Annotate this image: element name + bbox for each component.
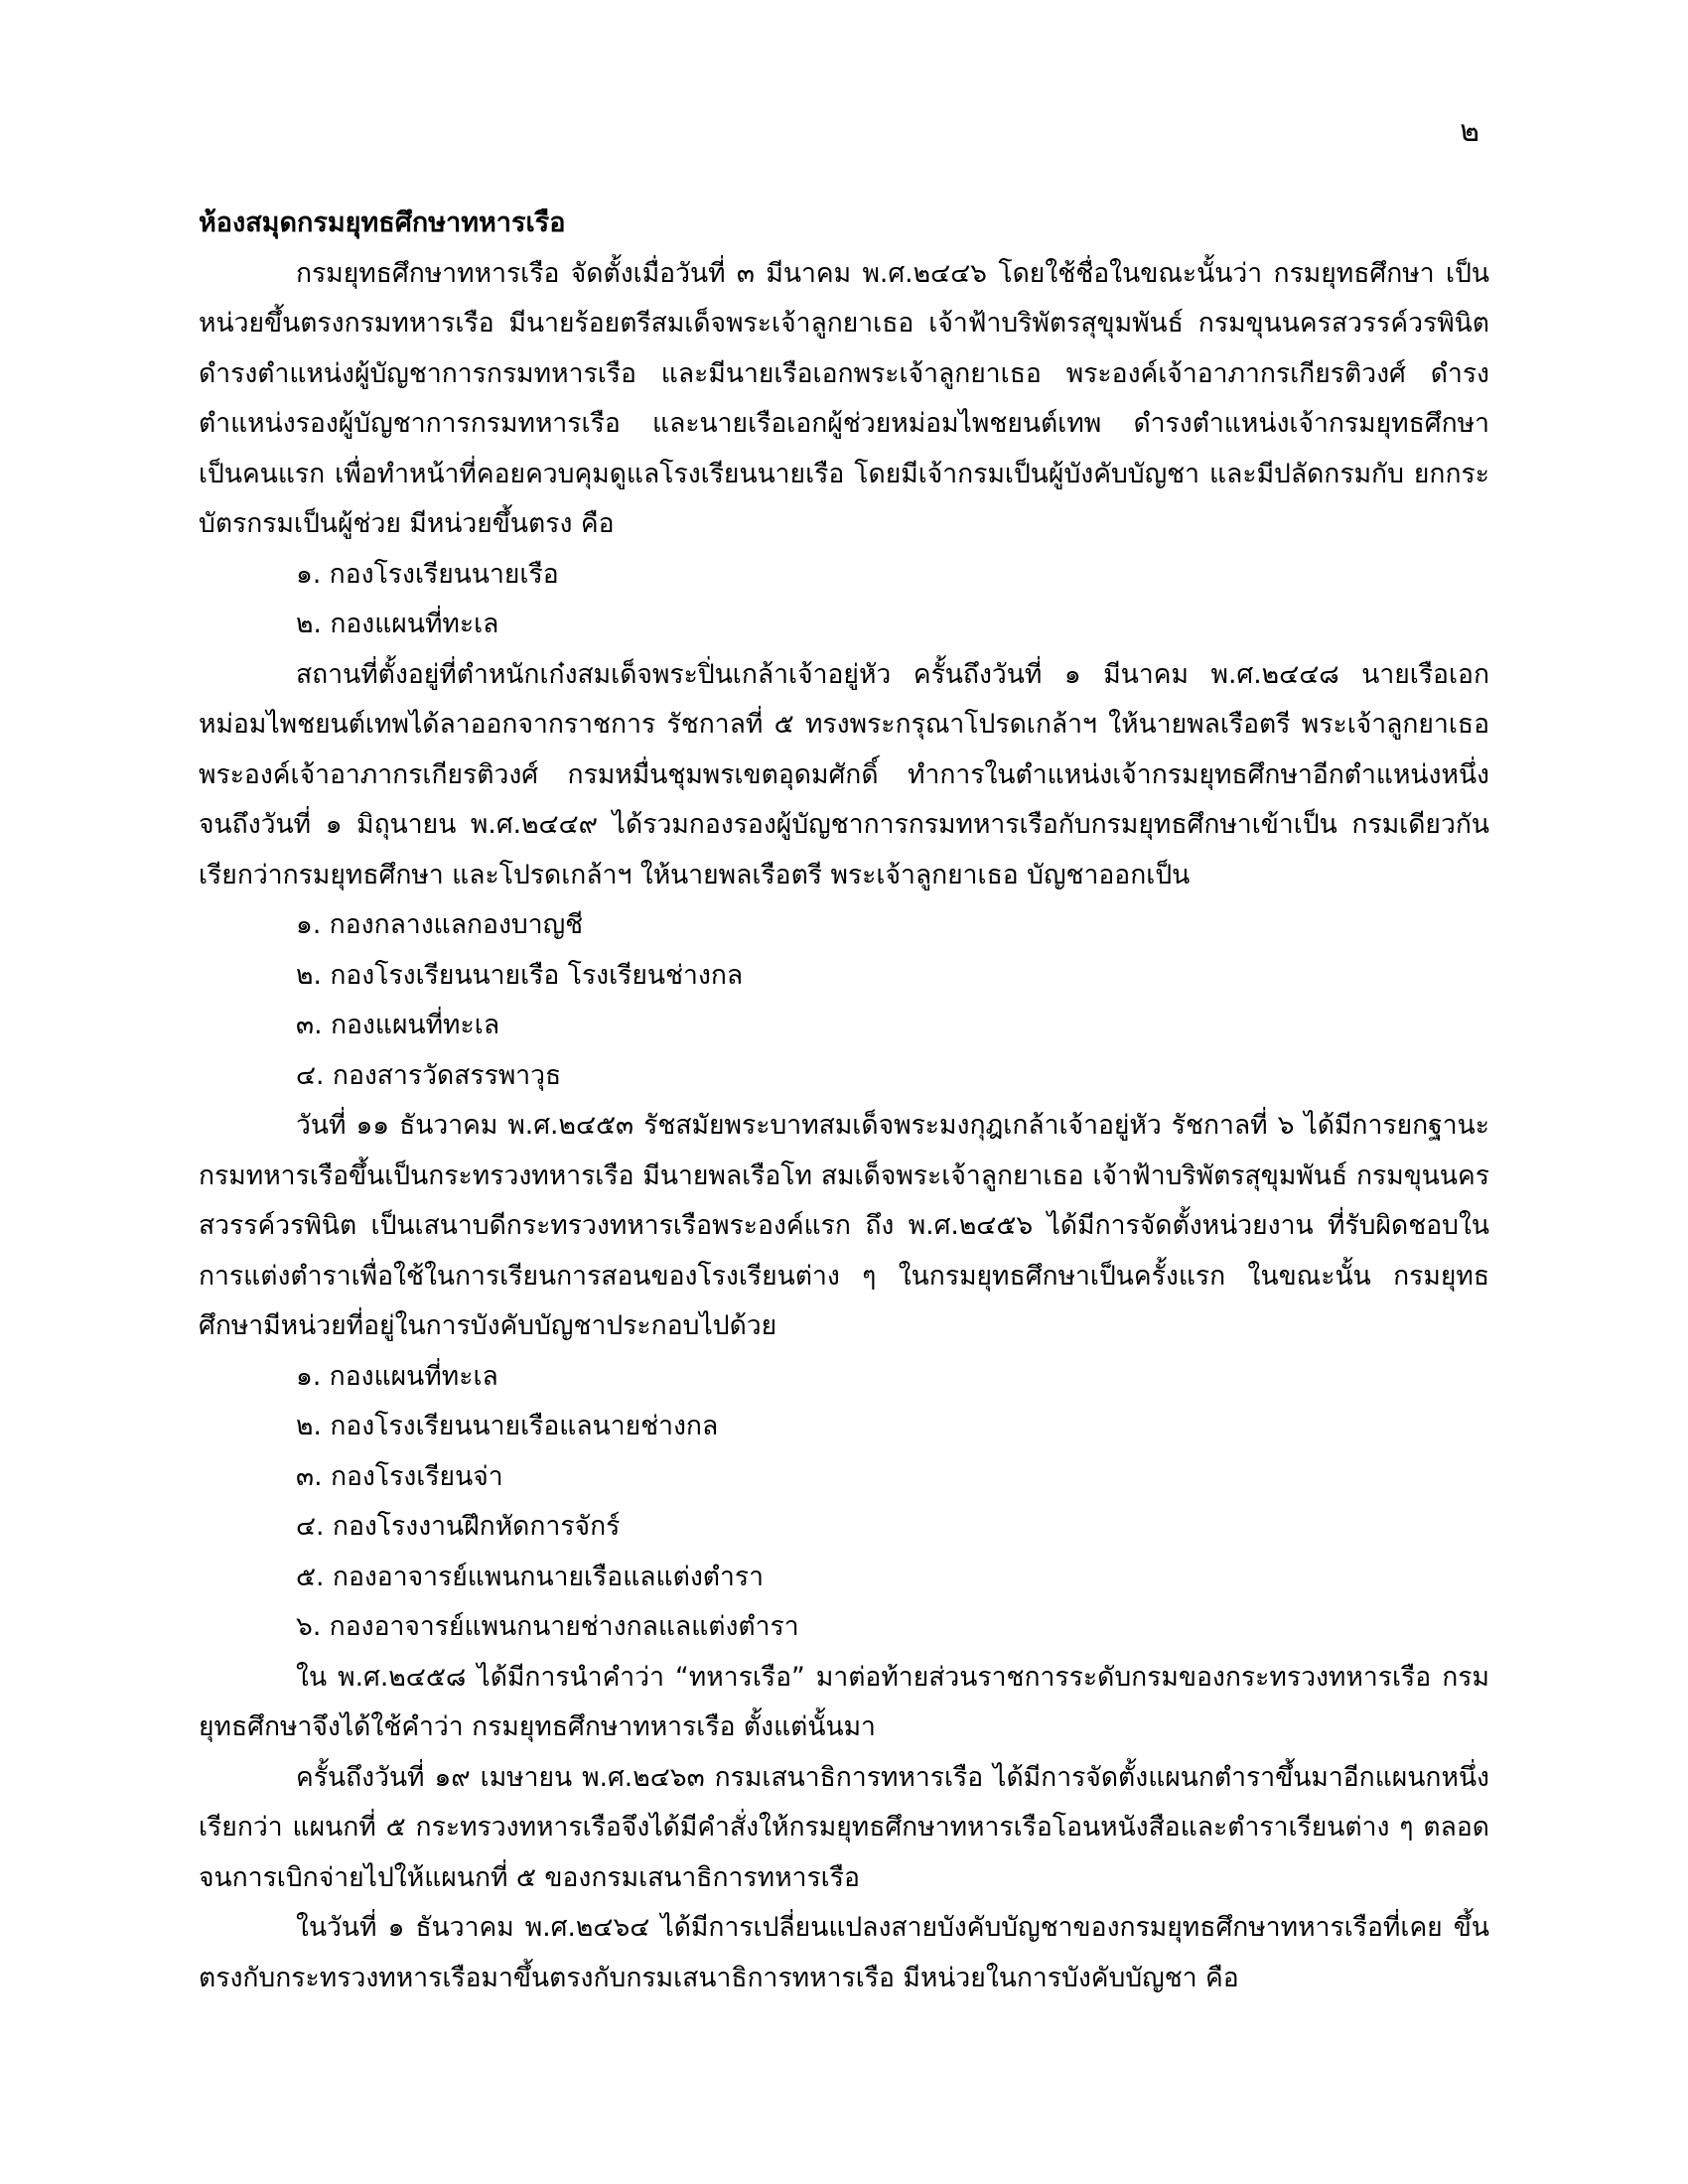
list-item: ๓. กองโรงเรียนจ่า [296,1460,503,1492]
list-item: ๓. กองแผนที่ทะเล [296,1010,500,1040]
document-blocks [199,249,1489,2004]
section-heading: ห้องสมุดกรมยุทธศึกษาทหารเรือ [199,207,566,238]
numbered-list [199,900,1489,1101]
numbered-list [199,550,1489,650]
list-item: ๑. กองแผนที่ทะเล [296,1360,498,1392]
paragraph: สถานที่ตั้งอยู่ที่ตำหนักเก๋งสมเด็จพระปิ่นเกล้าเจ้าอยู่หัว ครั้นถึงวันที่ ๑ มีนาคม พ.ศ.๒๔๔๘ นายเรือเอก หม่อมไพชยนต์เทพได้ลาออกจากราชการ รัชกาลที่ ๕ ทรงพระกรุณาโปรดเกล้าฯ ให้นายพลเรือตรี พระเจ้าลูกยาเธอ พระองค์เจ้าอาภากรเกียรติวงศ์ กรมหมื่นชุมพรเขตอุดมศักดิ์ ทำการในตำแหน่งเจ้ากรมยุทธศึกษาอีกตำแหน่งหนึ่ง จนถึงวันที่ ๑ มิถุนายน พ.ศ.๒๔๔๙ ได้รวมกองรองผู้บัญชาการกรมทหารเรือกับกรมยุทธศึกษาเข้าเป็น กรมเดียวกันเรียกว่ากรมยุทธศึกษา และโปรดเกล้าฯ ให้นายพลเรือตรี พระเจ้าลูกยาเธอ บัญชาออกเป็น [199,658,1489,890]
document-body [199,199,1489,2003]
paragraph: วันที่ ๑๑ ธันวาคม พ.ศ.๒๔๕๓ รัชสมัยพระบาทสมเด็จพระมงกุฎเกล้าเจ้าอยู่หัว รัชกาลที่ ๖ ได้มีการยกฐานะ กรมทหารเรือขึ้นเป็นกระทรวงทหารเรือ มีนายพลเรือโท สมเด็จพระเจ้าลูกยาเธอ เจ้าฟ้าบริพัตรสุขุมพันธ์ กรมขุนนครสวรรค์วรพินิต เป็นเสนาบดีกระทรวงทหารเรือพระองค์แรก ถึง พ.ศ.๒๔๕๖ ได้มีการจัดตั้งหน่วยงาน ที่รับผิดชอบในการแต่งตำราเพื่อใช้ในการเรียนการสอนของโรงเรียนต่าง ๆ ในกรมยุทธศึกษาเป็นครั้งแรก ในขณะนั้น กรมยุทธศึกษามีหน่วยที่อยู่ในการบังคับบัญชาประกอบไปด้วย [199,1110,1489,1341]
list-item: ๑. กองโรงเรียนนายเรือ [296,558,559,590]
list-item: ๑. กองกลางแลกองบาญชี [296,909,584,940]
paragraph: ใน พ.ศ.๒๔๕๘ ได้มีการนำคำว่า “ทหารเรือ” มาต่อท้ายส่วนราชการระดับกรมของกระทรวงทหารเรือ กรมยุทธศึกษาจึงได้ใช้คำว่า กรมยุทธศึกษาทหารเรือ ตั้งแต่นั้นมา [199,1661,1489,1742]
list-item: ๔. กองโรงงานฝึกหัดการจักร์ [296,1511,621,1542]
page-number: ๒ [1460,114,1479,149]
list-item: ๒. กองแผนที่ทะเล [296,609,499,639]
list-item: ๒. กองโรงเรียนนายเรือ โรงเรียนช่างกล [296,959,744,991]
list-item: ๒. กองโรงเรียนนายเรือแลนายช่างกล [296,1411,719,1441]
list-item: ๔. กองสารวัดสรรพาวุธ [296,1059,562,1091]
numbered-list [199,1352,1489,1653]
paragraph: ในวันที่ ๑ ธันวาคม พ.ศ.๒๔๖๔ ได้มีการเปลี่ยนแปลงสายบังคับบัญชาของกรมยุทธศึกษาทหารเรือที่เคย ขึ้นตรงกับกระทรวงทหารเรือมาขึ้นตรงกับกรมเสนาธิการทหารเรือ มีหน่วยในการบังคับบัญชา คือ [199,1912,1489,1993]
list-item: ๖. กองอาจารย์แพนกนายช่างกลแลแต่งตำรา [296,1611,799,1642]
paragraph: ครั้นถึงวันที่ ๑๙ เมษายน พ.ศ.๒๔๖๓ กรมเสนาธิการทหารเรือ ได้มีการจัดตั้งแผนกตำราขึ้นมาอีกแผนกหนึ่ง เรียกว่า แผนกที่ ๕ กระทรวงทหารเรือจึงได้มีคำสั่งให้กรมยุทธศึกษาทหารเรือโอนหนังสือและตำราเรียนต่าง ๆ ตลอดจนการเบิกจ่ายไปให้แผนกที่ ๕ ของกรมเสนาธิการทหารเรือ [199,1761,1489,1893]
paragraph: กรมยุทธศึกษาทหารเรือ จัดตั้งเมื่อวันที่ ๓ มีนาคม พ.ศ.๒๔๔๖ โดยใช้ชื่อในขณะนั้นว่า กรมยุทธศึกษา เป็นหน่วยขึ้นตรงกรมทหารเรือ มีนายร้อยตรีสมเด็จพระเจ้าลูกยาเธอ เจ้าฟ้าบริพัตรสุขุมพันธ์ กรมขุนนครสวรรค์วรพินิต ดำรงตำแหน่งผู้บัญชาการกรมทหารเรือ และมีนายเรือเอกพระเจ้าลูกยาเธอ พระองค์เจ้าอาภากรเกียรติวงศ์ ดำรงตำแหน่งรองผู้บัญชาการกรมทหารเรือ และนายเรือเอกผู้ช่วยหม่อมไพชยนต์เทพ ดำรงตำแหน่งเจ้ากรมยุทธศึกษา เป็นคนแรก เพื่อทำหน้าที่คอยควบคุมดูแลโรงเรียนนายเรือ โดยมีเจ้ากรมเป็นผู้บังคับบัญชา และมีปลัดกรมกับ ยกกระบัตรกรมเป็นผู้ช่วย มีหน่วยขึ้นตรง คือ [199,257,1489,539]
list-item: ๕. กองอาจารย์แพนกนายเรือแลแต่งตำรา [296,1561,764,1592]
